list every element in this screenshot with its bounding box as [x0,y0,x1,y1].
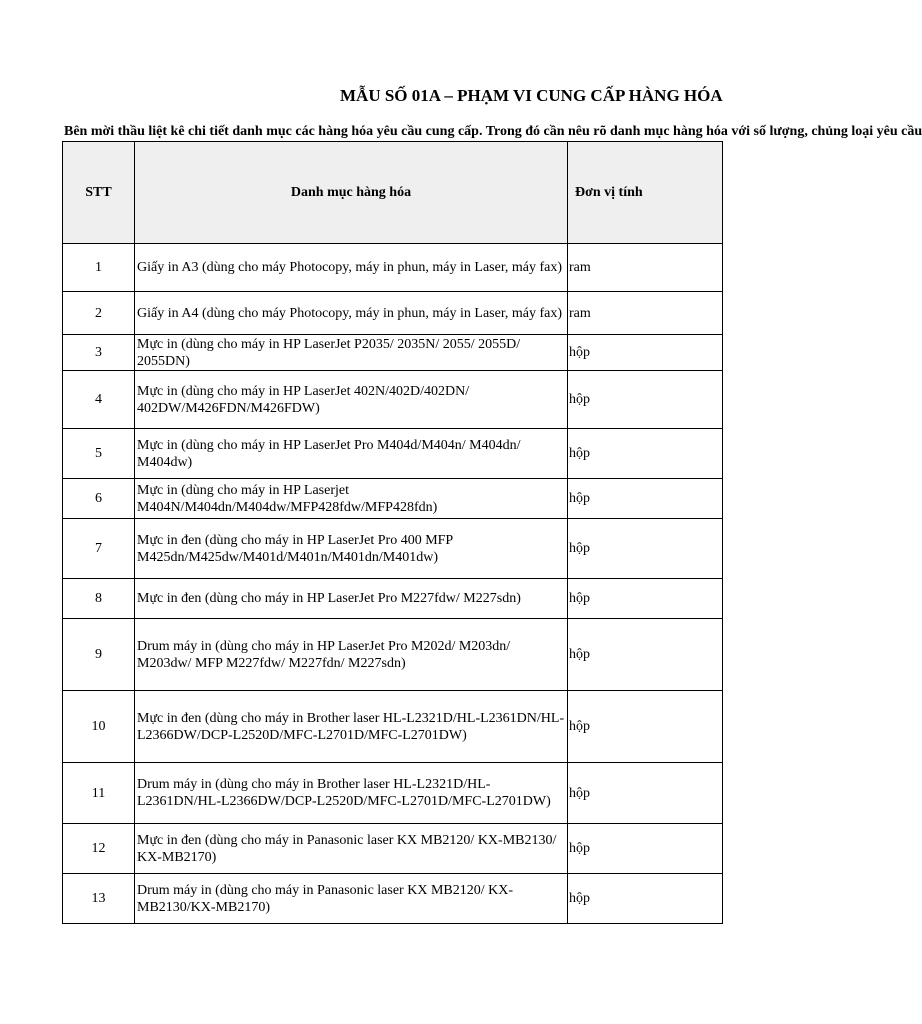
row-unit: hộp [568,619,723,691]
goods-table-wrapper [62,141,658,924]
row-stt: 13 [63,874,135,924]
row-item-name: Mực in (dùng cho máy in HP LaserJet P2035/ 2035N/ 2055/ 2055D/ 2055DN) [135,335,568,371]
intro-text: Bên mời thầu liệt kê chi tiết danh mục các hàng hóa yêu cầu cung cấp. Trong đó cần nêu rõ danh mục hàng hóa với số lượng, chủng loại yêu cầu [64,124,922,139]
row-item-name: Mực in đen (dùng cho máy in Brother laser HL-L2321D/HL-L2361DN/HL-L2366DW/DCP-L2520D/MFC-L2701D/MFC-L2701DW) [135,691,568,763]
table-row [63,519,723,579]
row-item-name: Drum máy in (dùng cho máy in HP LaserJet Pro M202d/ M203dn/ M203dw/ MFP M227fdw/ M227fdn/ M227sdn) [135,619,568,691]
row-unit: hộp [568,763,723,824]
table-row [63,371,723,429]
row-item-name: Giấy in A4 (dùng cho máy Photocopy, máy in phun, máy in Laser, máy fax) [135,292,568,335]
table-row [63,479,723,519]
table-row [63,292,723,335]
goods-table [62,141,723,924]
header-name: Danh mục hàng hóa [135,142,568,244]
row-unit: hộp [568,519,723,579]
row-stt: 11 [63,763,135,824]
row-unit: hộp [568,874,723,924]
row-unit: hộp [568,335,723,371]
table-row [63,429,723,479]
row-item-name: Mực in đen (dùng cho máy in HP LaserJet Pro 400 MFP M425dn/M425dw/M401d/M401n/M401dn/M401dw) [135,519,568,579]
row-stt: 10 [63,691,135,763]
row-unit: hộp [568,691,723,763]
row-stt: 12 [63,824,135,874]
row-stt: 6 [63,479,135,519]
row-stt: 8 [63,579,135,619]
row-unit: hộp [568,429,723,479]
table-row [63,874,723,924]
table-header-row [63,142,723,244]
row-unit: hộp [568,824,723,874]
row-item-name: Mực in (dùng cho máy in HP LaserJet Pro M404d/M404n/ M404dn/ M404dw) [135,429,568,479]
document-title: MẪU SỐ 01A – PHẠM VI CUNG CẤP HÀNG HÓA [340,86,723,105]
row-unit: hộp [568,479,723,519]
table-row [63,579,723,619]
table-row [63,763,723,824]
header-stt: STT [63,142,135,244]
row-stt: 2 [63,292,135,335]
row-item-name: Giấy in A3 (dùng cho máy Photocopy, máy in phun, máy in Laser, máy fax) [135,244,568,292]
row-stt: 7 [63,519,135,579]
row-stt: 3 [63,335,135,371]
table-row [63,244,723,292]
row-unit: ram [568,244,723,292]
row-stt: 5 [63,429,135,479]
row-item-name: Drum máy in (dùng cho máy in Brother laser HL-L2321D/HL-L2361DN/HL-L2366DW/DCP-L2520D/MFC-L2701D/MFC-L2701DW) [135,763,568,824]
row-item-name: Mực in (dùng cho máy in HP LaserJet 402N/402D/402DN/ 402DW/M426FDN/M426FDW) [135,371,568,429]
row-stt: 4 [63,371,135,429]
row-item-name: Drum máy in (dùng cho máy in Panasonic laser KX MB2120/ KX-MB2130/KX-MB2170) [135,874,568,924]
row-unit: hộp [568,371,723,429]
table-row [63,824,723,874]
row-unit: hộp [568,579,723,619]
table-row [63,691,723,763]
row-stt: 1 [63,244,135,292]
row-item-name: Mực in đen (dùng cho máy in HP LaserJet Pro M227fdw/ M227sdn) [135,579,568,619]
table-row [63,619,723,691]
row-item-name: Mực in đen (dùng cho máy in Panasonic laser KX MB2120/ KX-MB2130/ KX-MB2170) [135,824,568,874]
row-unit: ram [568,292,723,335]
table-row [63,335,723,371]
header-unit: Đơn vị tính [568,142,723,244]
row-stt: 9 [63,619,135,691]
row-item-name: Mực in (dùng cho máy in HP Laserjet M404N/M404dn/M404dw/MFP428fdw/MFP428fdn) [135,479,568,519]
